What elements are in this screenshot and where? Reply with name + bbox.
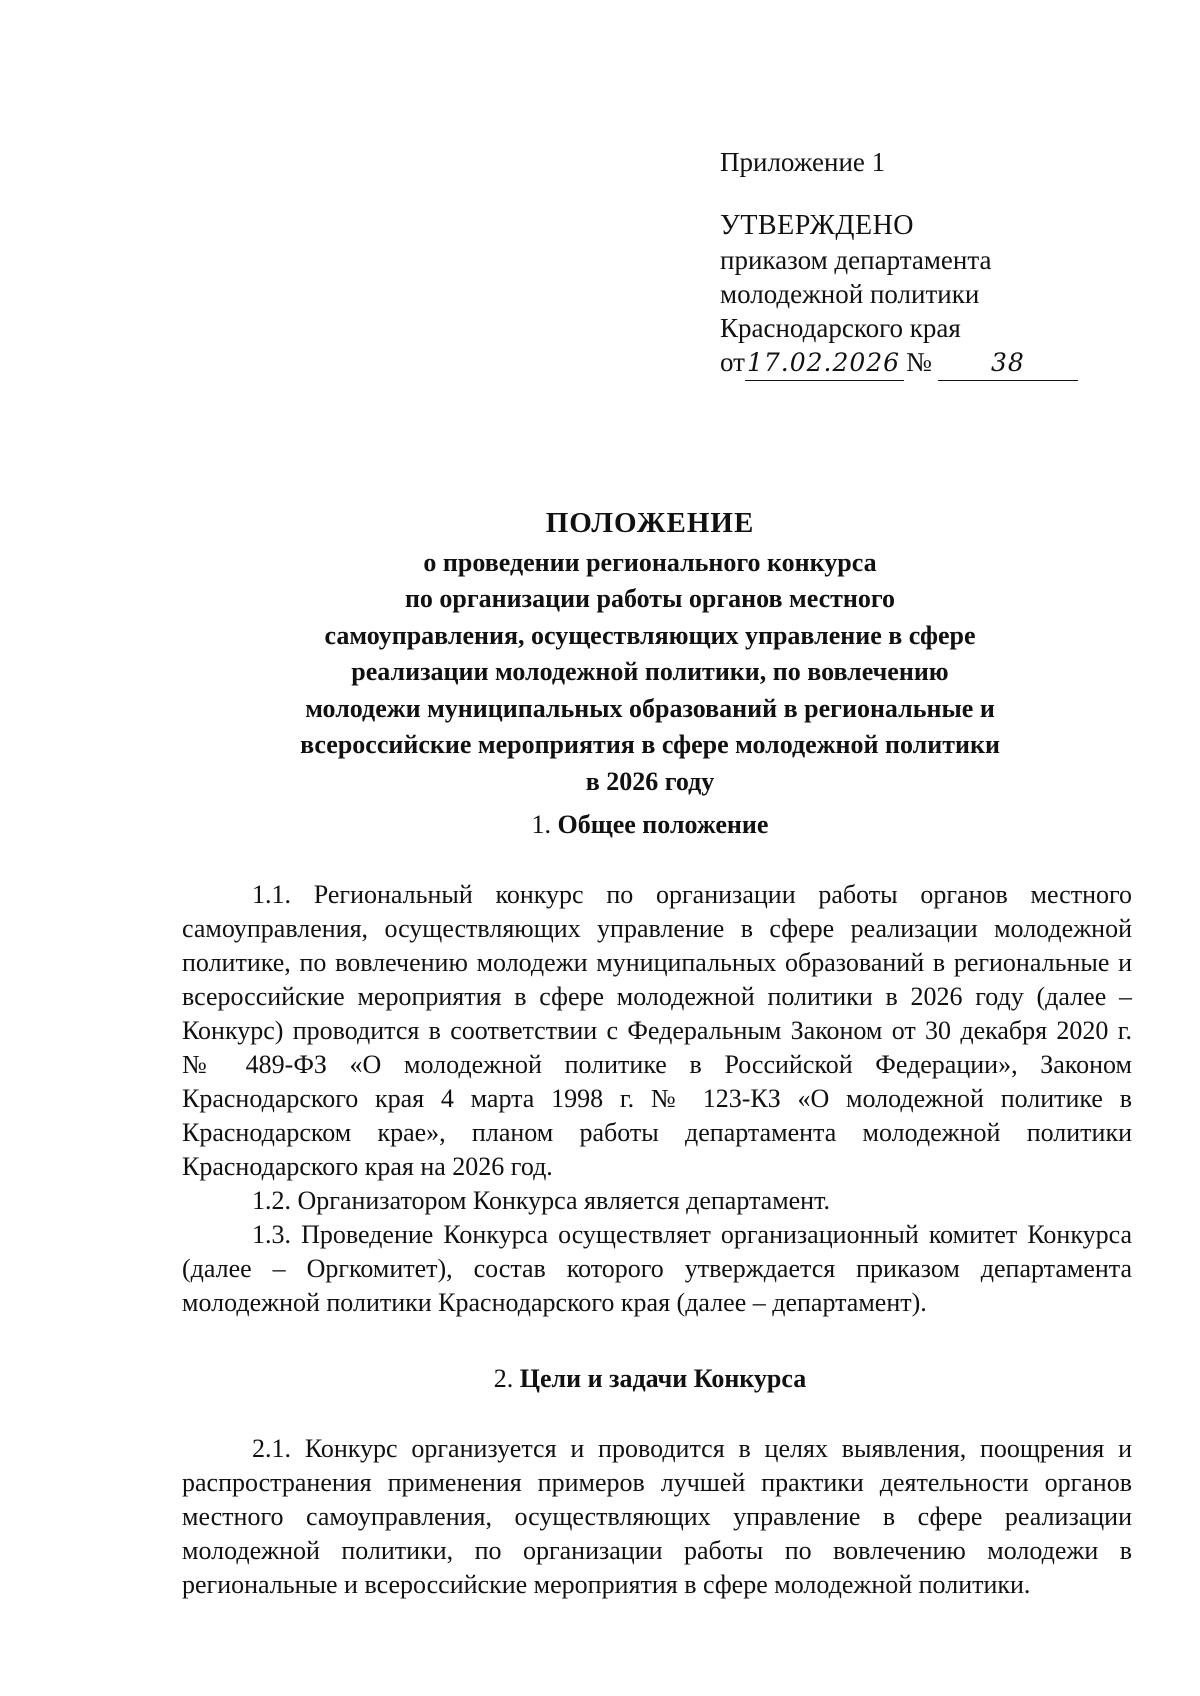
paragraph-1-3: 1.3. Проведение Конкурса осуществляет организационный комитет Конкурса (далее – Оргкомитет), состав которого утверждается приказом департамента молодежной политики Краснодарского края (далее – департамент). <box>182 1220 1132 1317</box>
approval-line-3: Краснодарского края <box>720 313 961 343</box>
paragraph-1-1: 1.1. Региональный конкурс по организации работы органов местного самоуправления, осуществляющих управление в сфере реализации молодежной политике, по вовлечению молодежи муниципальных образований в региональные и всероссийские мероприятия в сфере молодежной политики в 2026 году (далее – Конкурс) проводится в соответствии с Федеральным Законом от 30 декабря 2020 г. № 489-ФЗ «О молодежной политике в Российской Федерации», Законом Краснодарского края 4 марта 1998 г. № 123-КЗ «О молодежной политике в Краснодарском крае», планом работы департамента молодежной политики Краснодарского края на 2026 год. <box>182 880 1132 1181</box>
section-1-number: 1. <box>531 810 552 839</box>
approval-line-1: приказом департамента <box>720 245 992 275</box>
section-2-title: Цели и задачи Конкурса <box>519 1364 807 1393</box>
title-main: ПОЛОЖЕНИЕ <box>545 507 755 539</box>
section-1-body <box>182 878 1132 1320</box>
order-line <box>720 345 1120 381</box>
paragraph-2-1: 2.1. Конкурс организуется и проводится в целях выявления, поощрения и распространения применения примеров лучшей практики деятельности органов местного самоуправления, осуществляющих управление в сфере реализации молодежной политики, по организации работы по вовлечению молодежи в региональные и всероссийские мероприятия в сфере молодежной политики. <box>182 1434 1132 1599</box>
title-line: о проведении регионального конкурса <box>423 547 877 577</box>
order-date: 17.02.2026 <box>745 346 904 381</box>
approval-line-2: молодежной политики <box>720 279 980 309</box>
order-number: 38 <box>938 346 1078 381</box>
section-2-number: 2. <box>493 1364 514 1393</box>
approved-label: УТВЕРЖДЕНО <box>720 210 915 241</box>
order-number-label: № <box>906 347 932 377</box>
title-line: реализации молодежной политики, по вовлечению <box>351 657 949 686</box>
title-line: по организации работы органов местного <box>404 584 896 613</box>
order-from-label: от <box>720 347 745 377</box>
title-line: самоуправления, осуществляющих управление в сфере <box>324 620 976 650</box>
section-2-body <box>182 1432 1132 1602</box>
title-line: молодежи муниципальных образований в региональные и <box>305 693 995 723</box>
title-line: в 2026 году <box>585 766 715 796</box>
title-line: всероссийские мероприятия в сфере молодежной политики <box>300 730 1000 759</box>
appendix-label: Приложение 1 <box>720 147 886 177</box>
document-title <box>180 505 1120 800</box>
approval-block <box>720 145 1120 381</box>
section-1-title: Общее положение <box>557 810 769 839</box>
paragraph-1-2: 1.2. Организатором Конкурса является департамент. <box>252 1186 831 1215</box>
section-1-heading <box>180 808 1120 842</box>
section-2-heading <box>180 1362 1120 1396</box>
